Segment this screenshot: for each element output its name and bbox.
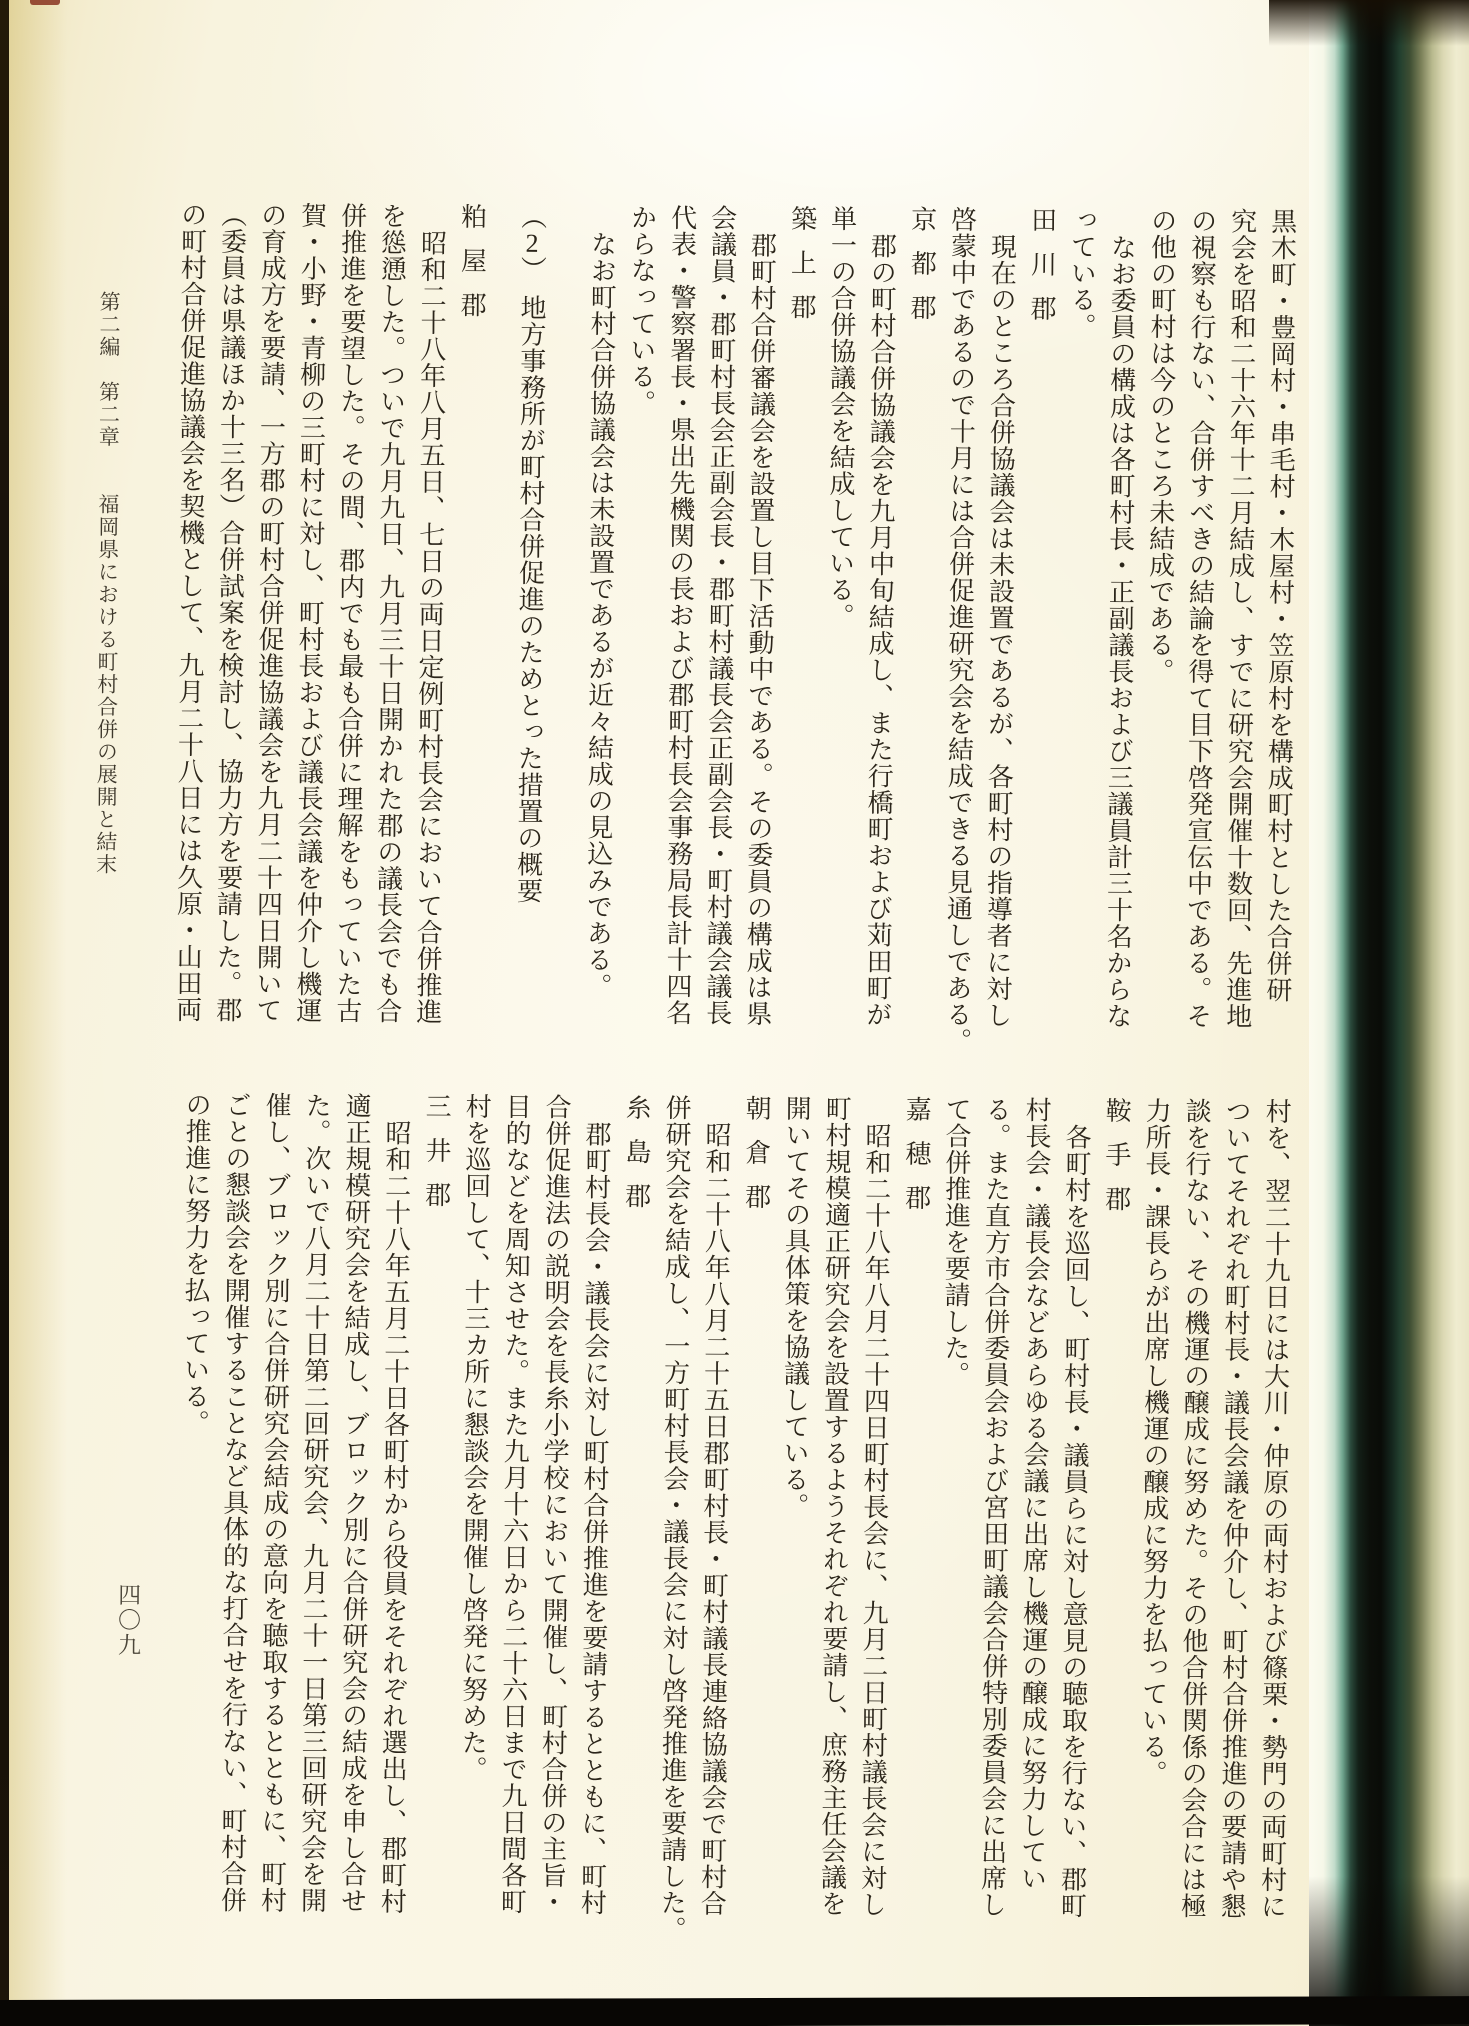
- text-column: 併推進を要望した。その間、郡内でも最も合併に理解をもっていた古: [332, 202, 367, 1024]
- text-column: 昭和二十八年八月二十五日郡町村長・町村議長連絡協議会で町村合: [697, 1121, 732, 1917]
- text-column: 各町村を巡回し、町村長・議員らに対し意見の聴取を行ない、郡町: [1057, 1123, 1092, 1919]
- text-column: 究会を昭和二十六年十二月結成し、すでに研究会開催十数回、先進地: [1222, 207, 1257, 1030]
- text-column: 力所長・課長らが出席し機運の醸成に努力を払っている。: [1138, 1097, 1172, 1787]
- county-heading: 糸島郡: [621, 1093, 652, 1227]
- text-column: て合併推進を要請した。: [940, 1095, 972, 1388]
- text-column: を慫慂した。ついで九月九日、九月三十日開かれた郡の議長会でも合: [372, 202, 407, 1025]
- text-column: なお町村合併協議会は未設置であるが近々結成の見込みである。: [582, 230, 617, 1000]
- county-heading: 三井郡: [421, 1092, 452, 1226]
- text-column: 賀・小野・青柳の三町村に対し、町村長および議長会議を仲介し機運: [292, 201, 327, 1024]
- text-column: 黒木町・豊岡村・串毛村・木屋村・笠原村を構成町村とした合併研: [1262, 207, 1297, 1003]
- text-column: 代表・警察署長・県出先機関の長および郡町村長会事務局長計十四名: [662, 204, 697, 1026]
- page-number: 四〇九: [114, 1582, 141, 1658]
- text-column: の視察も行ない、合併すべきの結論を得て目下啓発宣伝中である。そ: [1182, 207, 1217, 1029]
- county-heading: 築上郡: [786, 204, 817, 338]
- text-column: なお委員の構成は各町村長・正副議長および三議員計三十名からな: [1102, 233, 1137, 1029]
- upper-text-block: [167, 201, 1302, 1064]
- text-column: 目的などを周知させた。また九月十六日から二十六日まで九日間各町: [497, 1093, 532, 1915]
- county-heading: 粕屋郡: [456, 202, 487, 336]
- text-column: た。次いで八月二十日第二回研究会、九月二十一日第三回研究会を開: [297, 1091, 332, 1914]
- text-column: 昭和二十八年五月二十日各町村から役員をそれぞれ選出し、郡町村: [377, 1119, 412, 1915]
- county-heading: 鞍手郡: [1101, 1096, 1132, 1230]
- text-column: 町村規模適正研究会を設置するようそれぞれ要請し、庶務主任会議を: [817, 1095, 852, 1917]
- text-column: の他の町村は今のところ未結成である。: [1144, 207, 1177, 685]
- text-column: 昭和二十八年八月二十四日町村長会に、九月二日町村議長会に対し: [857, 1122, 892, 1918]
- text-column: 昭和二十八年八月五日、七日の両日定例町村長会において合併推進: [412, 229, 447, 1025]
- margin-header: 第二編 第二章 福岡県における町村合併の展開と結末: [93, 290, 122, 876]
- county-heading: 田川郡: [1026, 206, 1057, 340]
- text-column: 催し、ブロック別に合併研究会結成の意向を聴取するとともに、町村: [257, 1091, 292, 1914]
- text-column: の育成方を要請、一方郡の町村合併促進協議会を九月二十四日開いて: [252, 201, 287, 1024]
- county-heading: 朝倉郡: [741, 1094, 772, 1228]
- text-column: 併研究会を結成し、一方町村長会・議長会に対し啓発推進を要請した。: [657, 1094, 692, 1943]
- text-column: 会議員・郡町村長会正副会長・郡町村議長会正副会長・町村議会議長: [702, 204, 737, 1027]
- text-column: 適正規模研究会を結成し、ブロック別に合併研究会の結成を申し合せ: [337, 1092, 372, 1914]
- text-column: （委員は県議ほか十三名）合併試案を検討し、協力方を要請した。郡: [212, 201, 247, 1024]
- section-heading: （2）地方事務所が町村合併促進のためとった措置の概要: [513, 203, 547, 904]
- text-column: からなっている。: [626, 203, 657, 417]
- text-column: る。また直方市合併委員会および宮田町議会合併特別委員会に出席し: [977, 1096, 1012, 1918]
- text-column: 啓蒙中であるので十月には合併促進研究会を結成できる見通しである。: [942, 205, 977, 1055]
- text-column: 単一の合併協議会を結成している。: [825, 205, 857, 630]
- text-column: 郡町村合併審議会を設置し目下活動中である。その委員の構成は県: [742, 231, 777, 1027]
- text-column: っている。: [1066, 206, 1097, 340]
- text-column: 現在のところ合併協議会は未設置であるが、各町村の指導者に対し: [982, 233, 1017, 1029]
- text-column: 村を巡回して、十三カ所に懇談会を開催し啓発に努めた。: [458, 1092, 492, 1783]
- text-column: 郡町村長会・議長会に対し町村合併推進を要請するとともに、町村: [577, 1120, 612, 1916]
- text-column: 合併促進法の説明会を長糸小学校において開催し、町村合併の主旨・: [537, 1093, 572, 1916]
- text-column: の推進に努力を払っている。: [180, 1091, 212, 1436]
- text-column: の町村合併促進協議会を契機として、九月二十八日には久原・山田両: [172, 201, 207, 1023]
- text-column: 村を、翌二十九日には大川・仲原の両村および篠栗・勢門の両町村に: [1257, 1097, 1292, 1920]
- text-column: 郡の町村合併協議会を九月中旬結成し、また行橋町および苅田町が: [862, 232, 897, 1028]
- text-column: 談を行ない、その機運の醸成に努めた。その他合併関係の会合には極: [1177, 1097, 1212, 1919]
- text-column: ついてそれぞれ町村長・議長会議を仲介し、町村合併推進の要請や懇: [1217, 1097, 1252, 1920]
- county-heading: 嘉穂郡: [901, 1095, 932, 1229]
- text-column: 開いてその具体策を協議している。: [779, 1094, 812, 1520]
- lower-text-block: [171, 1091, 1296, 1954]
- text-column: 村長会・議長会などあらゆる会議に出席し機運の醸成に努力してい: [1017, 1096, 1052, 1892]
- county-heading: 京都郡: [906, 205, 937, 339]
- text-column: ごとの懇談会を開催することなど具体的な打合せを行ない、町村合併: [217, 1091, 252, 1914]
